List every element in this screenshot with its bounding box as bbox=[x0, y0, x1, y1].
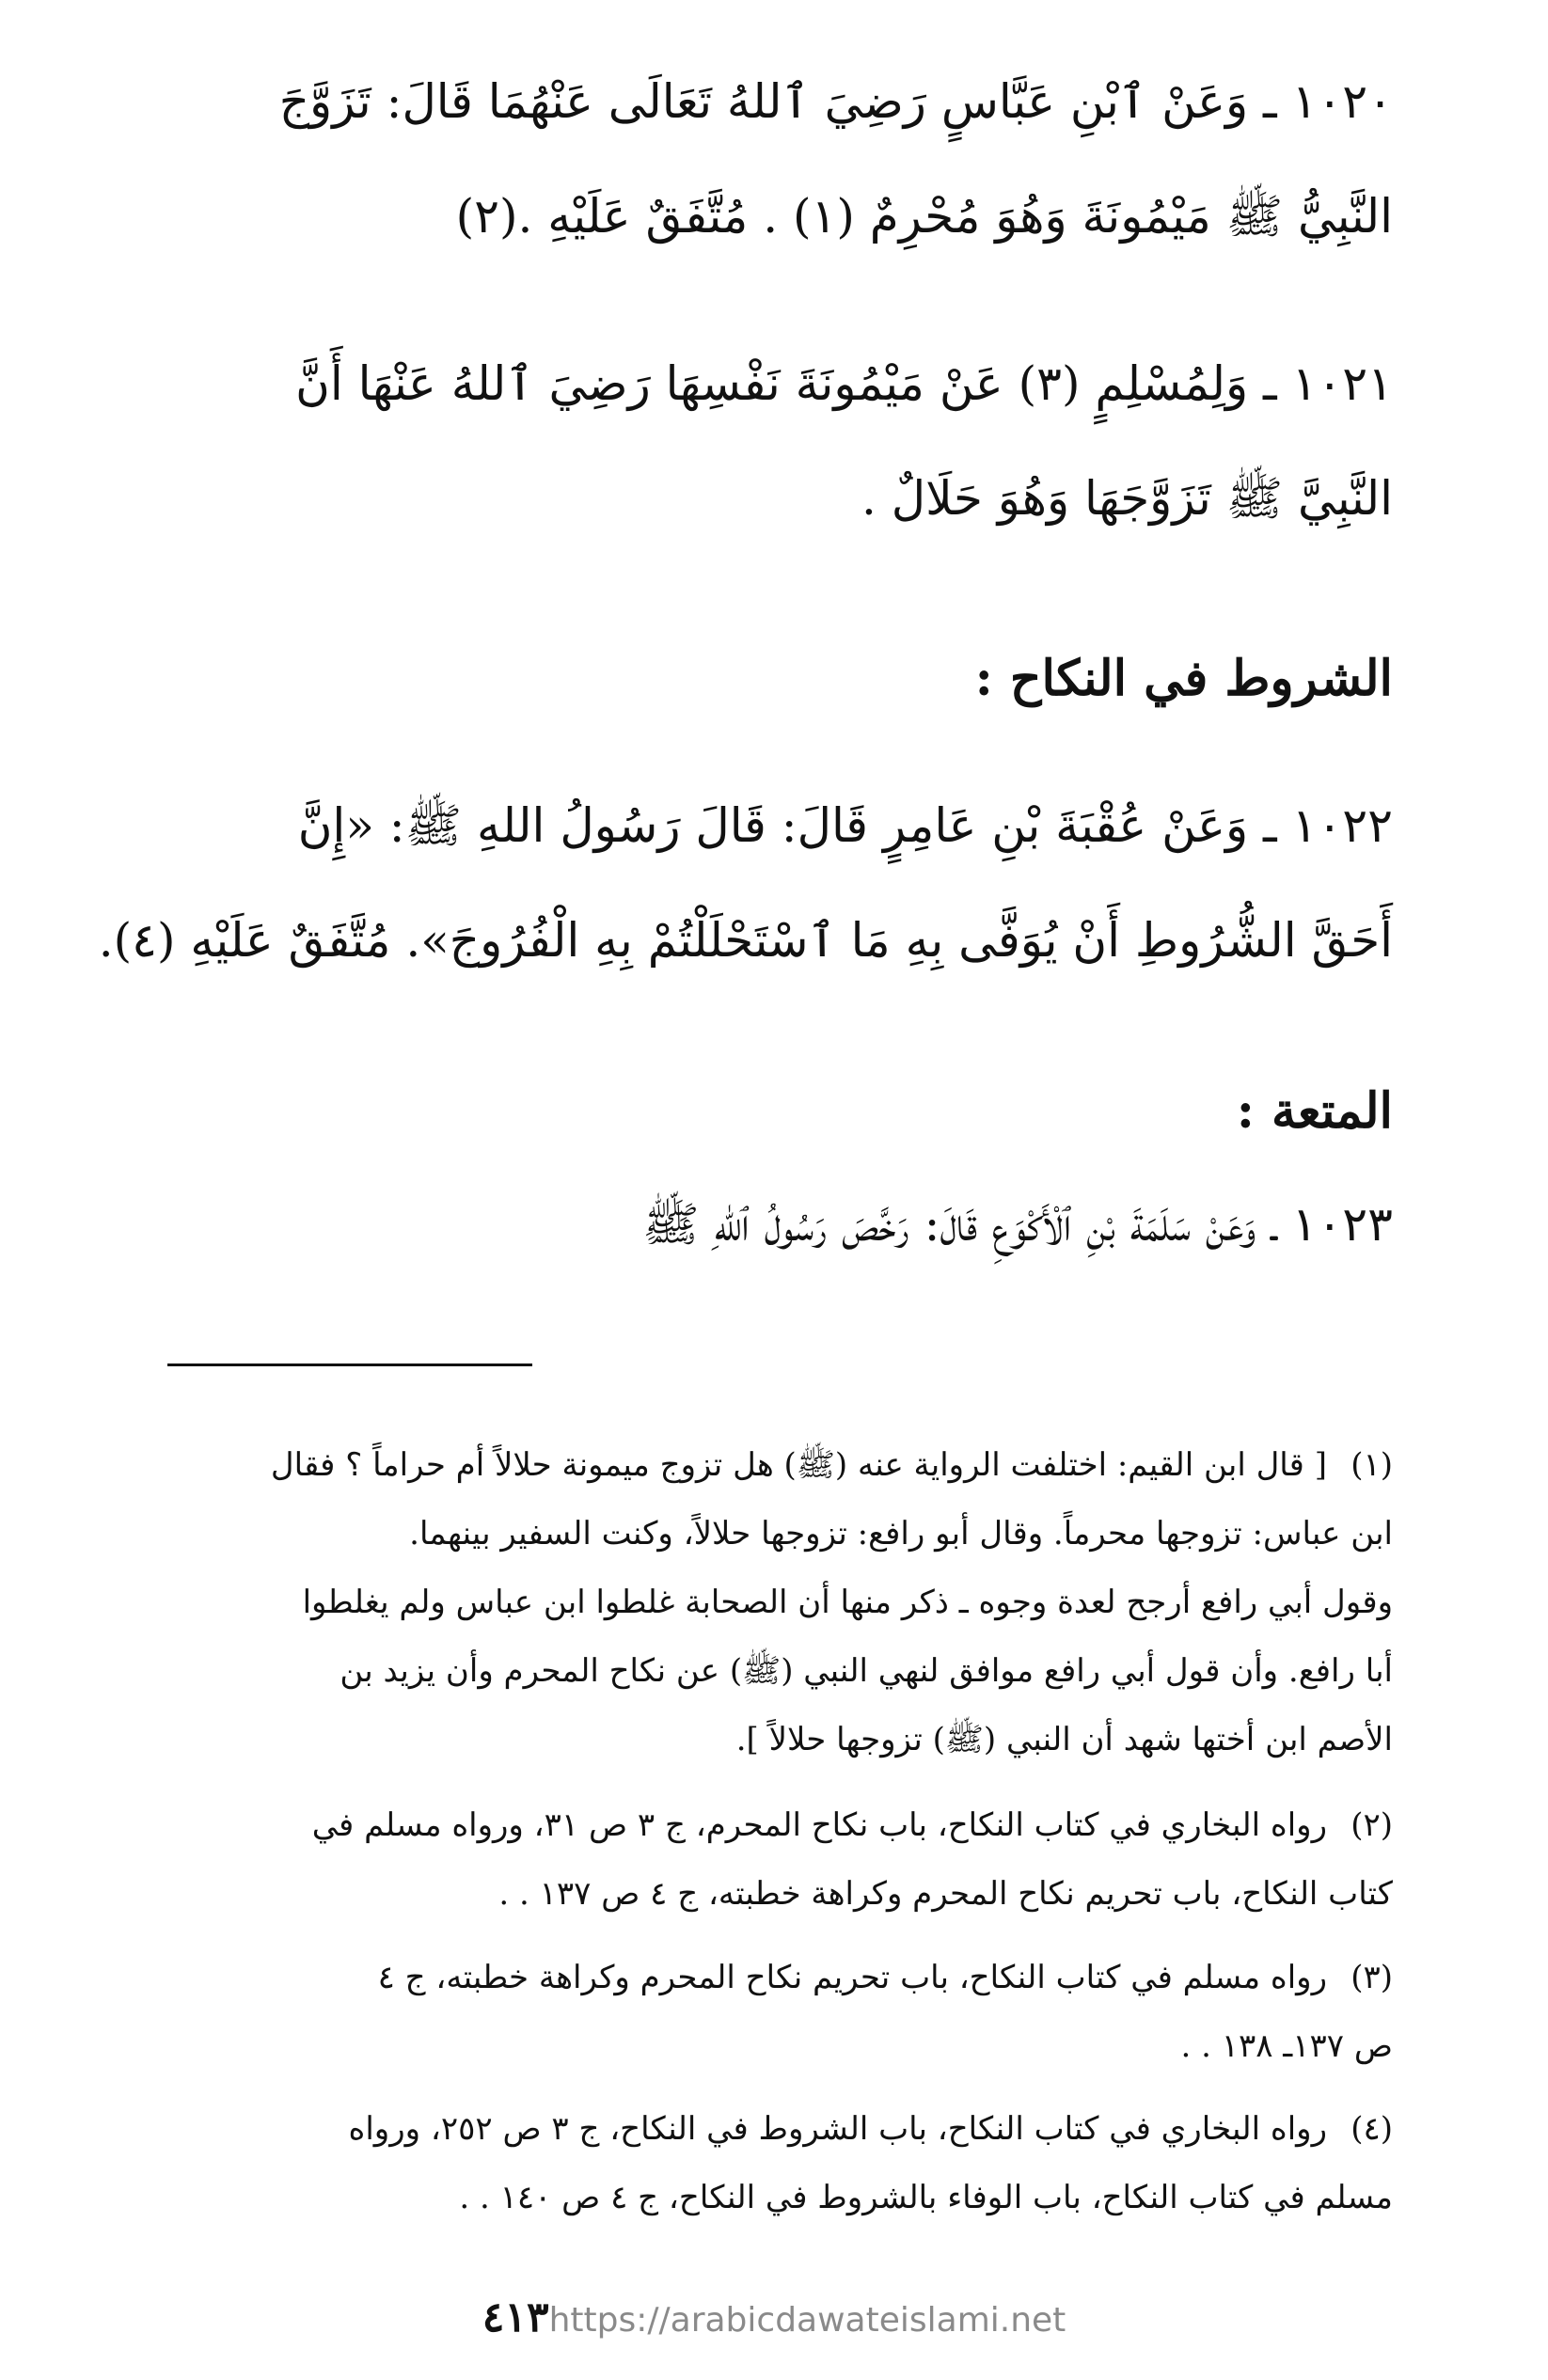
footnote-3-number: (٣) bbox=[1351, 1959, 1393, 1996]
hadith-1022-line-1: ١٠٢٢ ـ وَعَنْ عُقْبَةَ بْنِ عَامِرٍ قَالَ: قَالَ رَسُولُ اللهِ ﷺ: «إِنَّ bbox=[297, 798, 1393, 853]
page-footer bbox=[0, 2285, 1548, 2351]
section-heading-mutah: المتعة : bbox=[1236, 1082, 1393, 1140]
watermark-url[interactable]: https://arabicdawateislami.net bbox=[548, 2301, 1066, 2340]
footnote-2-number: (٢) bbox=[1351, 1806, 1393, 1844]
footnote-1-number: (١) bbox=[1351, 1446, 1393, 1484]
footnote-2-line-1 bbox=[155, 1799, 1393, 1857]
footnote-1-text-line-1: [ قال ابن القيم: اختلفت الرواية عنه (ﷺ) هل تزوج ميمونة حلالاً أم حراماً ؟ فقال bbox=[270, 1446, 1327, 1484]
page-number: ٤١٣ bbox=[482, 2293, 549, 2341]
footnote-2-line-2: كتاب النكاح، باب تحريم نكاح المحرم وكراهة خطبته، ج ٤ ص ١٣٧ . . bbox=[498, 1875, 1393, 1913]
footnote-1-line-1 bbox=[155, 1439, 1393, 1497]
hadith-1020-line-1: ١٠٢٠ ـ وَعَنْ ٱبْنِ عَبَّاسٍ رَضِيَ ٱللهُ تَعَالَى عَنْهُمَا قَالَ: تَزَوَّجَ bbox=[278, 74, 1393, 129]
footnote-4-number: (٤) bbox=[1351, 2110, 1393, 2148]
hadith-1021-line-1: ١٠٢١ ـ وَلِمُسْلِمٍ (٣) عَنْ مَيْمُونَةَ نَفْسِهَا رَضِيَ ٱللهُ عَنْهَا أَنَّ bbox=[295, 356, 1393, 411]
footnote-4-text-line-1: رواه البخاري في كتاب النكاح، باب الشروط في النكاح، ج ٣ ص ٢٥٢، ورواه bbox=[348, 2110, 1327, 2148]
footnote-4-line-1 bbox=[155, 2103, 1393, 2161]
hadith-1022-line-2: أَحَقَّ الشُّرُوطِ أَنْ يُوَفَّى بِهِ مَا ٱسْتَحْلَلْتُمْ بِهِ الْفُرُوجَ». مُتَّفَقٌ عَلَيْهِ (٤). bbox=[98, 913, 1393, 968]
section-heading-conditions: الشروط في النكاح : bbox=[974, 650, 1393, 707]
footnote-4-line-2: مسلم في كتاب النكاح، باب الوفاء بالشروط في النكاح، ج ٤ ص ١٤٠ . . bbox=[459, 2179, 1393, 2216]
footnote-3-text-line-1: رواه مسلم في كتاب النكاح، باب تحريم نكاح المحرم وكراهة خطبته، ج ٤ bbox=[377, 1959, 1327, 1996]
footnote-1-line-4: أبا رافع. وأن قول أبي رافع موافق لنهي النبي (ﷺ) عن نكاح المحرم وأن يزيد بن bbox=[340, 1652, 1393, 1690]
footnote-3-line-2: ص ١٣٧ـ ١٣٨ . . bbox=[1180, 2027, 1393, 2065]
hadith-1020-line-2: النَّبِيُّ ﷺ مَيْمُونَةَ وَهُوَ مُحْرِمٌ (١) . مُتَّفَقٌ عَلَيْهِ .(٢) bbox=[455, 189, 1393, 244]
footnote-1-line-5: الأصم ابن أختها شهد أن النبي (ﷺ) تزوجها حلالاً ]. bbox=[735, 1721, 1393, 1758]
footnote-1-line-2: ابن عباس: تزوجها محرماً. وقال أبو رافع: تزوجها حلالاً، وكنت السفير بينهما. bbox=[409, 1515, 1393, 1553]
footnote-2-text-line-1: رواه البخاري في كتاب النكاح، باب نكاح المحرم، ج ٣ ص ٣١، ورواه مسلم في bbox=[311, 1806, 1327, 1844]
footnote-separator bbox=[167, 1363, 532, 1366]
hadith-1023-line-1: ١٠٢٣ ـ وَعَنْ سَلَمَةَ بْنِ ٱلْأَكْوَعِ قَالَ: رَخَّصَ رَسُولُ ٱللهِ ﷺ bbox=[642, 1197, 1393, 1252]
footnote-3-line-1 bbox=[155, 1951, 1393, 2010]
hadith-1021-line-2: النَّبِيَّ ﷺ تَزَوَّجَهَا وَهُوَ حَلَالٌ . bbox=[861, 471, 1393, 526]
footnote-1-line-3: وقول أبي رافع أرجح لعدة وجوه ـ ذكر منها أن الصحابة غلطوا ابن عباس ولم يغلطوا bbox=[302, 1584, 1393, 1621]
